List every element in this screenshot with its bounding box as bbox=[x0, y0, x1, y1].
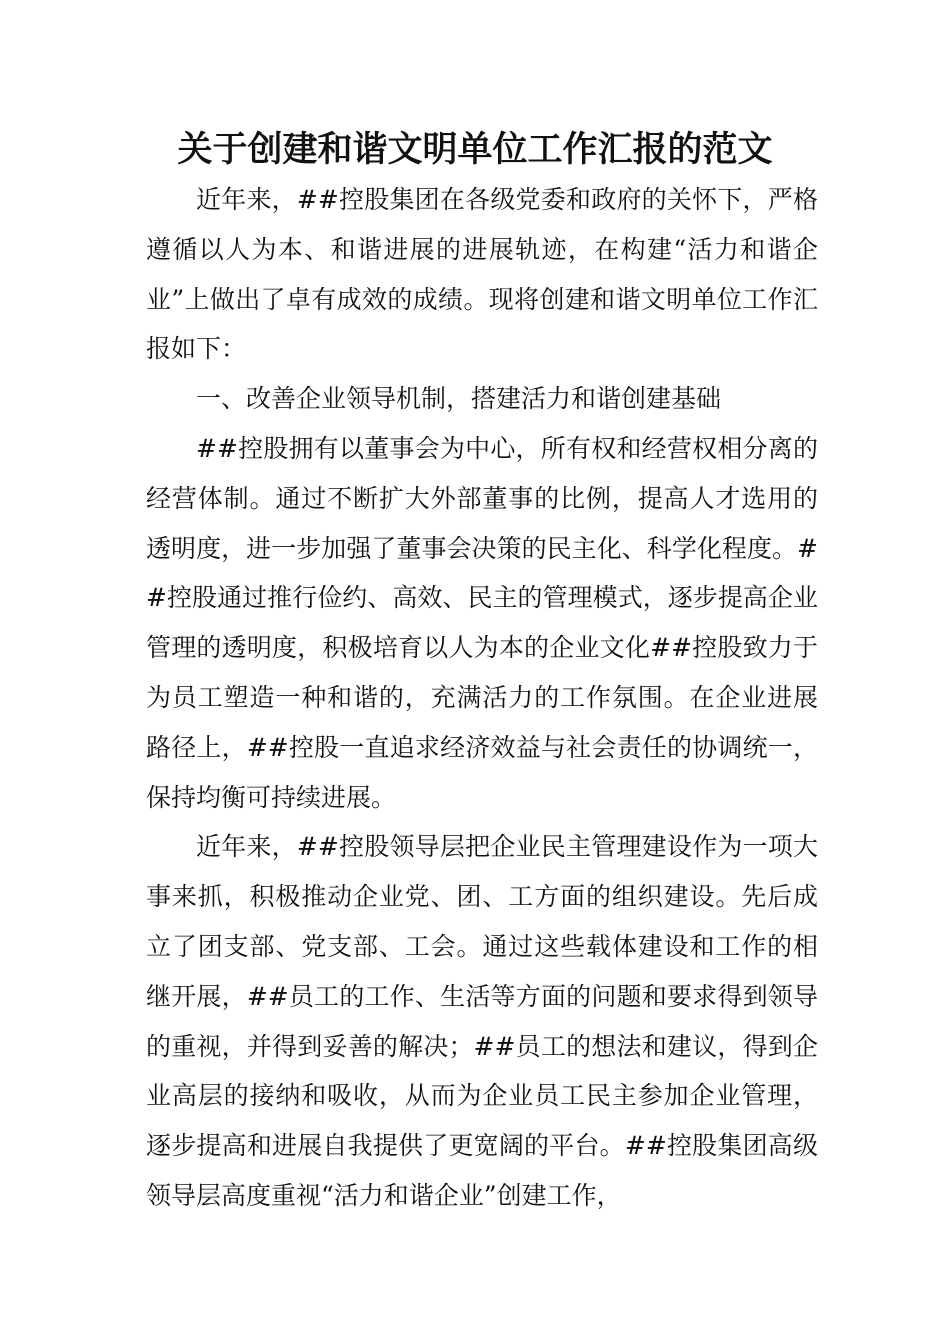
document-body bbox=[146, 175, 818, 1221]
paragraph-leadership: ##控股拥有以董事会为中心，所有权和经营权相分离的经营体制。通过不断扩大外部董事的比例，提高人才选用的透明度，进一步加强了董事会决策的民主化、科学化程度。##控股通过推行俭约、高效、民主的管理模式，逐步提高企业管理的透明度，积极培育以人为本的企业文化##控股致力于为员工塑造一种和谐的，充满活力的工作氛围。在企业进展路径上，##控股一直追求经济效益与社会责任的协调统一，保持均衡可持续进展。 bbox=[146, 433, 818, 812]
section-heading-1: 一、改善企业领导机制，搭建活力和谐创建基础 bbox=[196, 384, 722, 414]
paragraph-intro: 近年来，##控股集团在各级党委和政府的关怀下，严格遵循以人为本、和谐进展的进展轨迹，在构建“活力和谐企业”上做出了卓有成效的成绩。现将创建和谐文明单位工作汇报如下： bbox=[146, 185, 818, 364]
paragraph-democracy: 近年来，##控股领导层把企业民主管理建设作为一项大事来抓，积极推动企业党、团、工方面的组织建设。先后成立了团支部、党支部、工会。通过这些载体建设和工作的相继开展，##员工的工作、生活等方面的问题和要求得到领导的重视，并得到妥善的解决；##员工的想法和建议，得到企业高层的接纳和吸收，从而为企业员工民主参加企业管理，逐步提高和进展自我提供了更宽阔的平台。##控股集团高级领导层高度重视“活力和谐企业”创建工作， bbox=[146, 832, 818, 1210]
document-title: 关于创建和谐文明单位工作汇报的范文 bbox=[177, 130, 773, 170]
